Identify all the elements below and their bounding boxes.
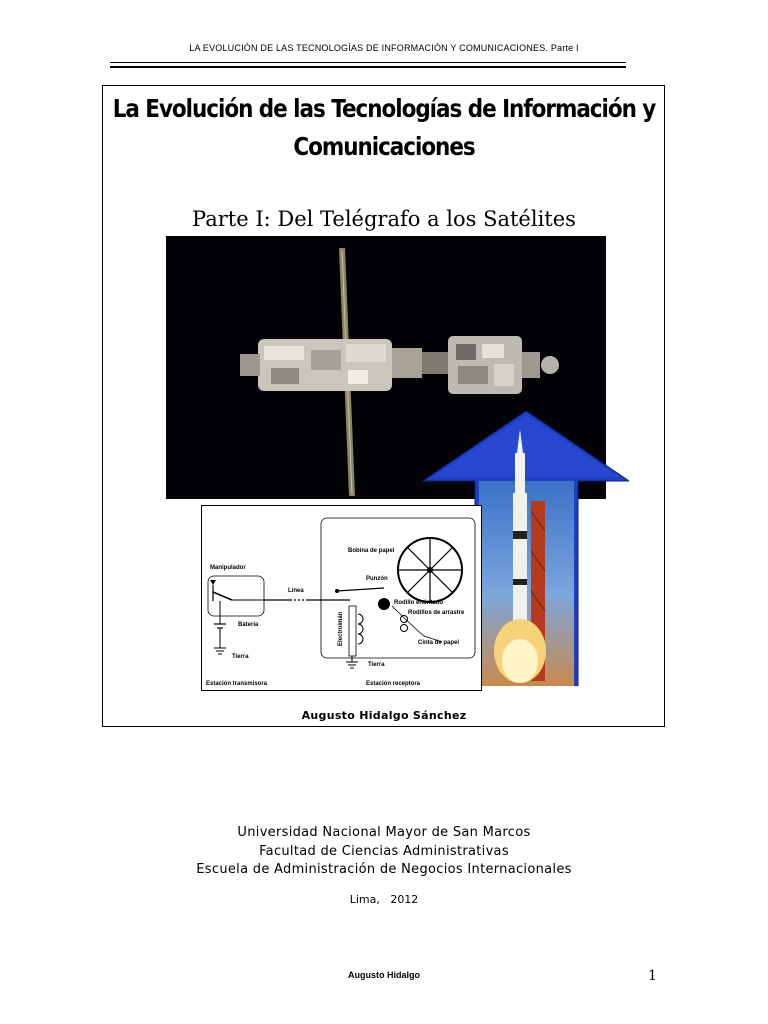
- running-header: LA EVOLUCIÓN DE LAS TECNOLOGÍAS DE INFORMACIÓN Y COMUNICACIONES. Parte I: [189, 43, 579, 53]
- cover-subtitle: Parte I: Del Telégrafo a los Satélites: [192, 207, 576, 231]
- label-estacion-receptora: Estación receptora: [366, 681, 421, 687]
- label-rodillos-arrastre: Rodillos de arrastre: [408, 610, 465, 616]
- cover-author: Augusto Hidalgo Sánchez: [301, 709, 467, 722]
- label-punzon: Punzón: [366, 576, 388, 582]
- cover-title-line2: Comunicaciones: [293, 132, 475, 161]
- label-bateria: Batería: [238, 622, 259, 628]
- telegraph-diagram: [201, 505, 482, 691]
- telegraph-circuit-drawing: [202, 506, 483, 692]
- school-name: Escuela de Administración de Negocios Internacionales: [196, 862, 572, 877]
- label-bobina: Bobina de papel: [348, 548, 395, 554]
- label-cinta: Cinta de papel: [418, 640, 460, 646]
- cover-title: [54, 90, 714, 166]
- footer-author: Augusto Hidalgo: [348, 970, 420, 980]
- label-electroiman: Electroimán: [338, 611, 344, 646]
- header-rule: [110, 62, 626, 63]
- header-rule-thick: [110, 66, 626, 68]
- label-linea: Línea: [288, 588, 304, 594]
- place-date: Lima, 2012: [349, 893, 419, 906]
- faculty-name: Facultad de Ciencias Administrativas: [259, 844, 509, 859]
- label-tierra-right: Tierra: [368, 662, 385, 668]
- label-rodillo-entintado: Rodillo entintado: [394, 600, 443, 606]
- label-estacion-transmisora: Estación transmisora: [206, 681, 268, 687]
- label-manipulador: Manipulador: [210, 565, 246, 571]
- label-tierra-left: Tierra: [232, 654, 249, 660]
- page-number: 1: [648, 968, 657, 984]
- cover-title-line1: La Evolución de las Tecnologías de Información y: [112, 94, 656, 123]
- university-name: Universidad Nacional Mayor de San Marcos: [237, 825, 531, 840]
